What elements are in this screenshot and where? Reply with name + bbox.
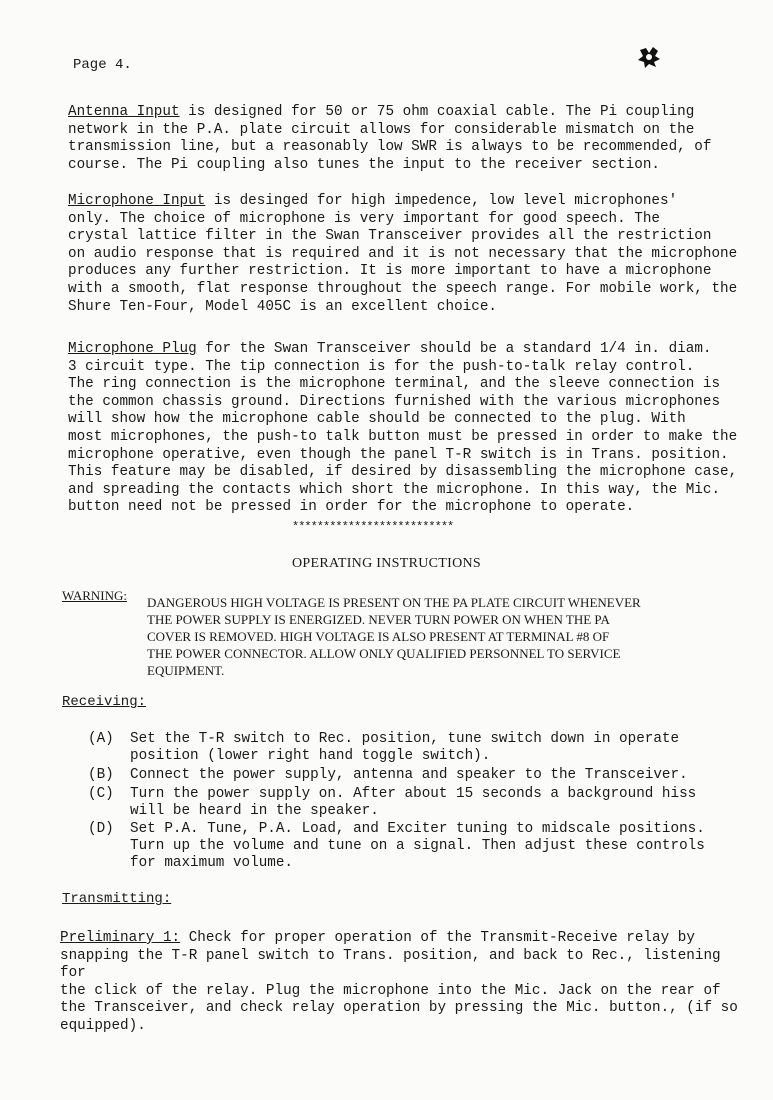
step-text: Turn the power supply on. After about 15 seconds a background hiss will be heard in the speaker.: [130, 786, 697, 819]
step-letter: (C): [88, 786, 114, 802]
microphone-input-label: Microphone Input: [68, 193, 206, 209]
warning-label: WARNING:: [62, 588, 127, 603]
step-text: Connect the power supply, antenna and speaker to the Transceiver.: [130, 767, 688, 783]
page-number: Page 4.: [73, 57, 132, 73]
operating-instructions-heading: OPERATING INSTRUCTIONS: [292, 556, 481, 571]
microphone-input-paragraph: [68, 193, 740, 316]
microphone-input-text: is desinged for high impedence, low level microphones' only. The choice of microphone is very important for good speech. The crystal lattice filter in the Swan Transceiver provides all the restriction on audio response that is required and it is not necessary that the microphone produces any further restriction. It is more important to have a microphone with a smooth, flat response throughout the speech range. For mobile work, the Shure Ten-Four, Model 405C is an excellent choice.: [68, 193, 738, 315]
preliminary-1-label: Preliminary 1:: [60, 930, 181, 946]
step-letter: (B): [88, 767, 114, 783]
antenna-input-paragraph: [68, 104, 740, 174]
microphone-plug-label: Microphone Plug: [68, 341, 197, 357]
preliminary-1-paragraph: [60, 930, 750, 1036]
microphone-plug-text: for the Swan Transceiver should be a standard 1/4 in. diam. 3 circuit type. The tip connection is for the push-to-talk relay control. The ring connection is the microphone terminal, and the sleeve connection is the common chassis ground. Directions furnished with the various microphones will show how the microphone cable should be connected to the plug. With most microphones, the push-to talk button must be pressed in order to make the microphone operative, even though the panel T-R switch is in Trans. position. This feature may be disabled, if desired by disassembling the microphone case, and spreading the contacts which short the microphone. In this way, the Mic. button need not be pressed in order for the microphone to operate.: [68, 341, 738, 516]
preliminary-1-text: Check for proper operation of the Transmit-Receive relay by snapping the T-R panel switch to Trans. position, and back to Rec., listening for the click of the relay. Plug the microphone into the Mic. Jack on the rear of the Transceiver, and check relay operation by pressing the Mic. button., (if so equipped).: [60, 930, 738, 1034]
microphone-plug-paragraph: [68, 341, 740, 517]
step-text: Set P.A. Tune, P.A. Load, and Exciter tuning to midscale positions. Turn up the volume and tune on a signal. Then adjust these controls for maximum volume.: [130, 821, 705, 871]
receiving-heading: Receiving:: [62, 694, 147, 710]
antenna-input-text: is designed for 50 or 75 ohm coaxial cable. The Pi coupling network in the P.A. plate circuit allows for considerable mismatch on the transmission line, but a reasonably low SWR is always to be recommended, of course. The Pi coupling also tunes the input to the receiver section.: [68, 104, 712, 173]
separator-stars: **************************: [292, 520, 454, 534]
step-letter: (D): [88, 821, 114, 837]
warning-text: DANGEROUS HIGH VOLTAGE IS PRESENT ON THE PA PLATE CIRCUIT WHENEVER THE POWER SUPPLY IS ENERGIZED. NEVER TURN POWER ON WHEN THE PA COVER IS REMOVED. HIGH VOLTAGE IS ALSO PRESENT AT TERMINAL #8 OF THE POWER CONNECTOR. ALLOW ONLY QUALIFIED PERSONNEL TO SERVICE EQUIPMENT.: [147, 595, 641, 678]
ink-mark-icon: [636, 44, 662, 70]
step-letter: (A): [88, 731, 114, 747]
step-text: Set the T-R switch to Rec. position, tune switch down in operate position (lower right hand toggle switch).: [130, 731, 680, 764]
transmitting-heading: Transmitting:: [62, 891, 172, 907]
antenna-input-label: Antenna Input: [68, 104, 180, 120]
